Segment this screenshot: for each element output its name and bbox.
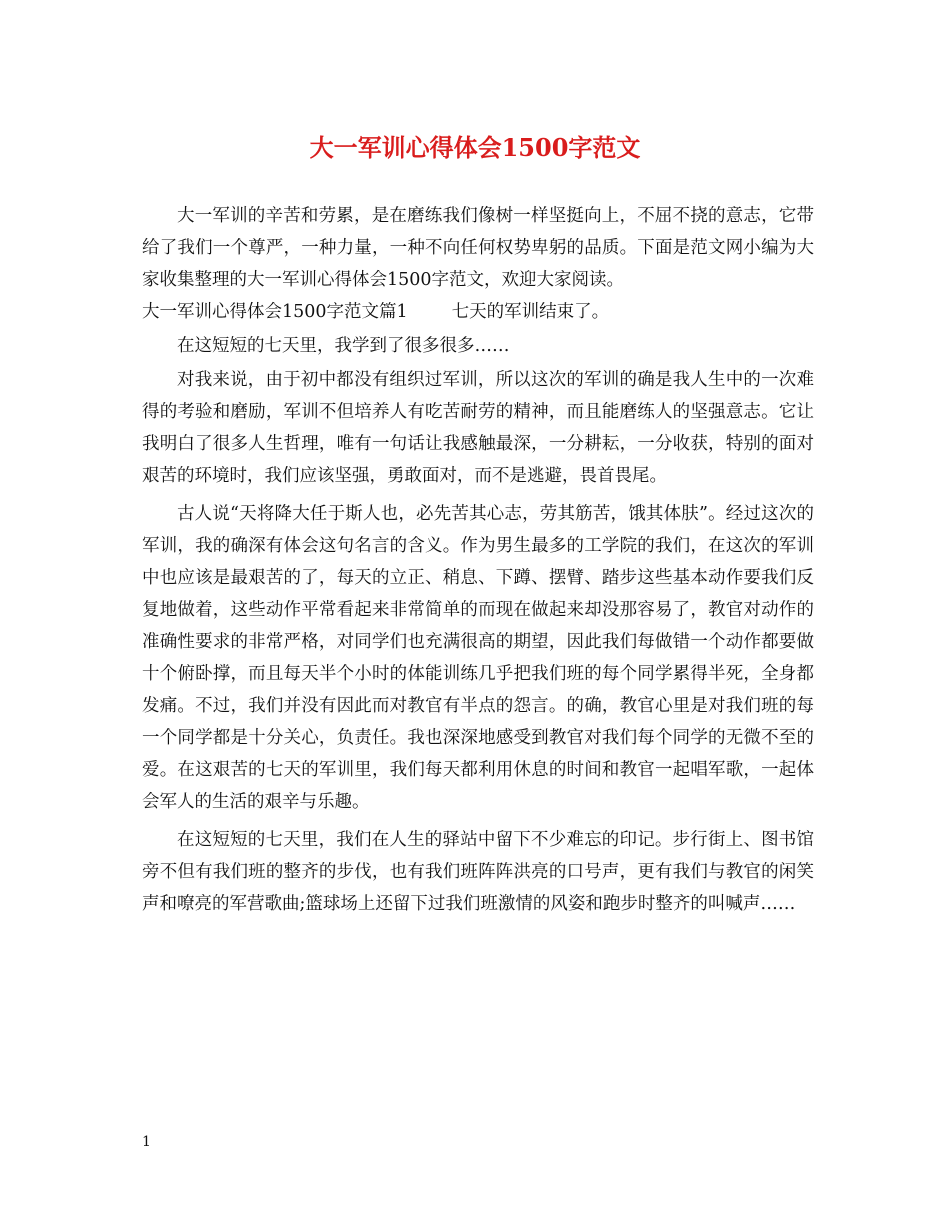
- paragraph-intro: 大一军训的辛苦和劳累，是在磨练我们像树一样坚挺向上，不屈不挠的意志，它带给了我们一个尊严，一种力量，一种不向任何权势卑躬的品质。下面是范文网小编为大家收集整理的大一军训心得体会1500字范文，欢迎大家阅读。: [142, 206, 814, 290]
- page-number: 1: [142, 1134, 151, 1150]
- paragraph-opening: 七天的军训结束了。: [451, 302, 610, 322]
- paragraph-learned: 在这短短的七天里，我学到了很多很多……: [177, 336, 510, 356]
- paragraph-ancient-saying: 古人说“天将降大任于斯人也，必先苦其心志，劳其筋苦，饿其体肤”。经过这次的军训，我的确深有体会这句名言的含义。作为男生最多的工学院的我们，在这次的军训中也应该是最艰苦的了，每天的立正、稍息、下蹲、摆臂、踏步这些基本动作要我们反复地做着，这些动作平常看起来非常简单的而现在做起来却没那容易了，教官对动作的准确性要求的非常严格，对同学们也充满很高的期望，因此我们每做错一个动作都要做十个俯卧撑，而且每天半个小时的体能训练几乎把我们班的每个同学累得半死，全身都发痛。不过，我们并没有因此而对教官有半点的怨言。的确，教官心里是对我们班的每一个同学都是十分关心，负责任。我也深深地感受到教官对我们每个同学的无微不至的爱。在这艰苦的七天的军训里，我们每天都利用休息的时间和教官一起唱军歌，一起体会军人的生活的艰辛与乐趣。: [142, 504, 814, 812]
- document-title: 大一军训心得体会1500字范文: [309, 133, 641, 162]
- section-heading: 大一军训心得体会1500字范文篇1: [142, 302, 408, 322]
- section-heading-line: [142, 296, 814, 328]
- paragraph-memories: 在这短短的七天里，我们在人生的驿站中留下不少难忘的印记。步行街上、图书馆旁不但有我们班的整齐的步伐，也有我们班阵阵洪亮的口号声，更有我们与教官的闲笑声和嘹亮的军营歌曲;篮球场上还留下过我们班激情的风姿和跑步时整齐的叫喊声……: [142, 830, 814, 914]
- paragraph-experience: 对我来说，由于初中都没有组织过军训，所以这次的军训的确是我人生中的一次难得的考验和磨励，军训不但培养人有吃苦耐劳的精神，而且能磨练人的坚强意志。它让我明白了很多人生哲理，唯有一句话让我感触最深，一分耕耘，一分收获，特别的面对艰苦的环境时，我们应该坚强，勇敢面对，而不是逃避，畏首畏尾。: [142, 370, 814, 486]
- document-body: [142, 200, 814, 920]
